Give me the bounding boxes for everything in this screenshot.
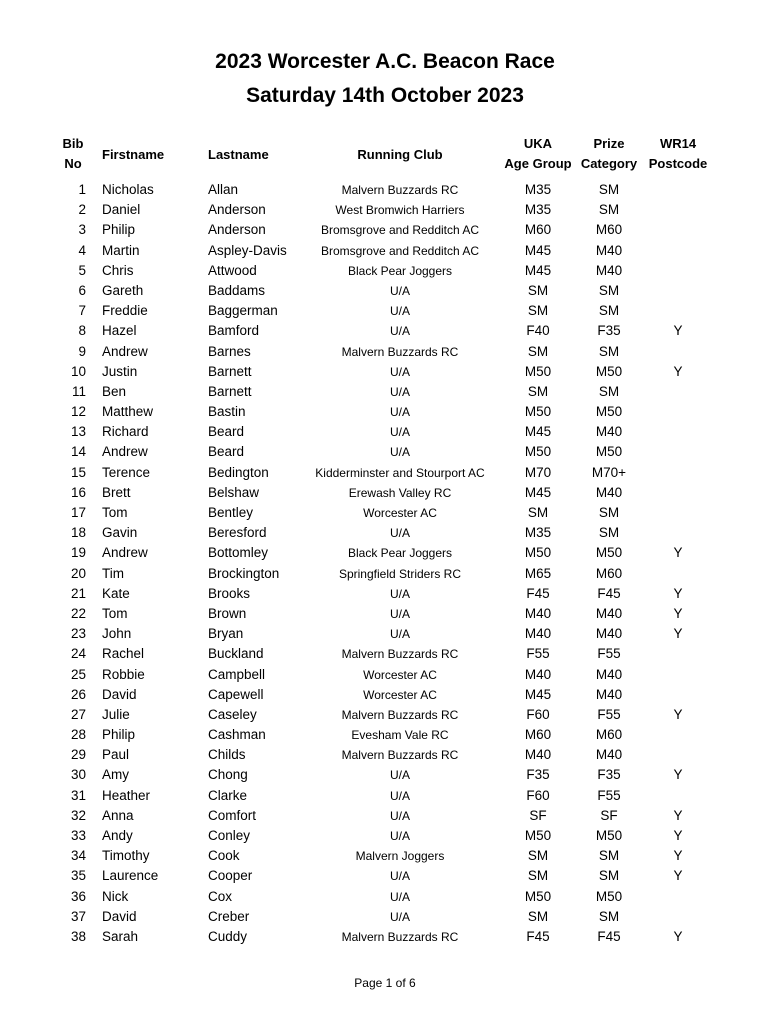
cell-lastname: Attwood [208, 262, 257, 278]
cell-running-club: Malvern Buzzards RC [341, 929, 459, 944]
cell-running-club: U/A [389, 627, 410, 642]
cell-firstname: Gareth [102, 282, 144, 298]
cell-lastname: Caseley [208, 706, 257, 722]
cell-running-club: Malvern Buzzards RC [341, 647, 459, 662]
cell-firstname: Richard [102, 424, 149, 440]
cell-age-group: M45 [524, 686, 552, 702]
header-lastname: Lastname [208, 147, 269, 162]
cell-bib: 12 [70, 404, 86, 420]
table-row [0, 826, 770, 846]
cell-lastname: Buckland [208, 646, 264, 662]
cell-firstname: Timothy [102, 848, 150, 864]
cell-bib: 4 [78, 242, 86, 258]
table-row [0, 442, 770, 462]
cell-firstname: Tom [102, 605, 128, 621]
cell-running-club: West Bromwich Harriers [335, 203, 465, 218]
cell-lastname: Cuddy [208, 928, 248, 944]
cell-running-club: Evesham Vale RC [351, 728, 449, 743]
cell-bib: 2 [78, 202, 86, 218]
table-row [0, 705, 770, 725]
header-bib-no: Bib No [62, 136, 84, 171]
cell-firstname: John [102, 626, 132, 642]
cell-firstname: David [102, 686, 137, 702]
cell-age-group: M50 [524, 444, 552, 460]
cell-age-group: SM [527, 908, 549, 924]
cell-running-club: Worcester AC [363, 687, 437, 702]
cell-age-group: M50 [524, 888, 552, 904]
table-row [0, 887, 770, 907]
table-row [0, 907, 770, 927]
cell-age-group: SM [527, 383, 549, 399]
cell-age-group: M45 [524, 242, 552, 258]
table-row [0, 463, 770, 483]
cell-running-club: U/A [389, 405, 410, 420]
cell-wr14-postcode: Y [673, 706, 683, 722]
header-uka-age-group: UKA Age Group [504, 136, 572, 171]
cell-bib: 14 [70, 444, 86, 460]
cell-firstname: Hazel [102, 323, 137, 339]
cell-lastname: Bamford [208, 323, 260, 339]
cell-prize-category: M40 [595, 605, 623, 621]
cell-firstname: Brett [102, 484, 131, 500]
cell-wr14-postcode: Y [673, 767, 683, 783]
cell-lastname: Brown [208, 605, 247, 621]
cell-age-group: F45 [526, 928, 550, 944]
cell-bib: 22 [70, 605, 86, 621]
cell-bib: 25 [70, 666, 86, 682]
cell-age-group: M50 [524, 828, 552, 843]
cell-lastname: Barnett [208, 363, 252, 379]
cell-lastname: Barnes [208, 343, 251, 359]
cell-wr14-postcode: Y [673, 626, 683, 642]
cell-bib: 23 [70, 626, 86, 642]
cell-lastname: Bastin [208, 404, 246, 420]
cell-firstname: Paul [102, 747, 130, 763]
cell-lastname: Anderson [208, 222, 266, 238]
table-row [0, 725, 770, 745]
cell-firstname: Tim [102, 565, 124, 581]
table-row [0, 765, 770, 785]
table-row [0, 846, 770, 866]
cell-running-club: Malvern Buzzards RC [341, 344, 459, 359]
cell-age-group: SM [527, 282, 549, 298]
header-prize-category: Prize Category [580, 136, 638, 171]
cell-age-group: SM [527, 505, 549, 520]
cell-firstname: Heather [102, 787, 151, 803]
cell-lastname: Aspley-Davis [208, 242, 287, 258]
cell-prize-category: SM [598, 303, 620, 319]
table-row [0, 786, 770, 806]
cell-firstname: Chris [102, 262, 134, 278]
table-row [0, 200, 770, 220]
cell-wr14-postcode: Y [673, 585, 683, 601]
cell-age-group: M70 [524, 464, 552, 480]
cell-running-club: U/A [389, 909, 410, 924]
cell-wr14-postcode: Y [673, 868, 683, 884]
table-row [0, 665, 770, 685]
table-row [0, 362, 770, 382]
cell-lastname: Baggerman [208, 303, 278, 319]
cell-prize-category: M50 [595, 828, 623, 843]
cell-age-group: SF [529, 807, 547, 823]
cell-lastname: Allan [208, 182, 239, 197]
cell-bib: 20 [70, 565, 86, 581]
table-row [0, 543, 770, 563]
cell-lastname: Beard [208, 444, 245, 460]
cell-bib: 24 [70, 646, 86, 662]
cell-lastname: Childs [208, 747, 246, 763]
table-row [0, 866, 770, 886]
cell-running-club: U/A [389, 889, 410, 904]
cell-prize-category: SM [598, 908, 620, 924]
table-row [0, 301, 770, 321]
table-row [0, 281, 770, 301]
cell-bib: 29 [70, 747, 86, 763]
cell-firstname: Andrew [102, 444, 148, 460]
cell-lastname: Bryan [208, 626, 244, 642]
table-row [0, 564, 770, 584]
cell-age-group: M40 [524, 747, 552, 763]
table-row [0, 604, 770, 624]
cell-age-group: M45 [524, 424, 552, 440]
cell-firstname: Laurence [102, 868, 159, 884]
cell-firstname: Matthew [102, 404, 154, 420]
cell-prize-category: M40 [595, 686, 623, 702]
cell-firstname: Justin [102, 363, 138, 379]
cell-lastname: Bedington [208, 464, 269, 480]
table-row [0, 321, 770, 341]
cell-age-group: F55 [526, 646, 550, 662]
cell-bib: 3 [78, 222, 86, 238]
page-footer: Page 1 of 6 [354, 976, 416, 990]
cell-bib: 13 [70, 424, 86, 440]
cell-firstname: Martin [102, 242, 140, 258]
cell-running-club: U/A [389, 869, 410, 884]
cell-wr14-postcode: Y [673, 605, 683, 621]
cell-bib: 32 [70, 807, 86, 823]
cell-age-group: F60 [526, 706, 550, 722]
cell-bib: 16 [70, 484, 86, 500]
cell-running-club: Worcester AC [363, 667, 437, 682]
table-row [0, 422, 770, 442]
cell-bib: 17 [70, 505, 86, 520]
cell-wr14-postcode: Y [673, 363, 683, 379]
cell-bib: 37 [70, 908, 86, 924]
cell-lastname: Capewell [208, 686, 264, 702]
cell-firstname: Daniel [102, 202, 141, 218]
cell-lastname: Bottomley [208, 545, 269, 561]
cell-age-group: M50 [524, 363, 552, 379]
table-row [0, 644, 770, 664]
cell-age-group: SM [527, 868, 549, 884]
cell-age-group: M35 [524, 182, 552, 197]
cell-running-club: Black Pear Joggers [347, 546, 453, 561]
cell-firstname: Philip [102, 727, 136, 743]
cell-bib: 1 [78, 182, 86, 197]
cell-age-group: F45 [526, 585, 550, 601]
cell-prize-category: M40 [595, 666, 623, 682]
cell-age-group: M35 [524, 202, 552, 218]
cell-wr14-postcode: Y [673, 848, 683, 864]
cell-bib: 19 [70, 545, 86, 561]
cell-prize-category: F45 [597, 585, 621, 601]
cell-wr14-postcode: Y [673, 323, 683, 339]
cell-running-club: U/A [389, 768, 410, 783]
table-row [0, 241, 770, 261]
header-running-club: Running Club [357, 147, 443, 162]
cell-prize-category: M40 [595, 424, 623, 440]
cell-age-group: M45 [524, 484, 552, 500]
cell-prize-category: SM [598, 282, 620, 298]
cell-prize-category: F45 [597, 928, 621, 944]
cell-prize-category: SM [598, 525, 620, 541]
table-row [0, 745, 770, 765]
cell-running-club: Black Pear Joggers [347, 263, 453, 278]
table-row [0, 806, 770, 826]
cell-firstname: Philip [102, 222, 136, 238]
cell-running-club: U/A [389, 829, 410, 843]
cell-prize-category: M40 [595, 626, 623, 642]
cell-age-group: M60 [524, 222, 552, 238]
cell-bib: 28 [70, 727, 86, 743]
cell-prize-category: M40 [595, 242, 623, 258]
cell-running-club: U/A [389, 606, 410, 621]
cell-prize-category: M50 [595, 444, 623, 460]
cell-bib: 34 [70, 848, 86, 864]
cell-bib: 15 [70, 464, 86, 480]
cell-running-club: Bromsgrove and Redditch AC [320, 243, 480, 258]
cell-lastname: Conley [208, 828, 251, 843]
cell-wr14-postcode: Y [673, 828, 683, 843]
cell-prize-category: M40 [595, 484, 623, 500]
cell-prize-category: M50 [595, 363, 623, 379]
cell-prize-category: M70+ [591, 464, 627, 480]
cell-prize-category: M60 [595, 727, 623, 743]
cell-prize-category: F55 [597, 706, 621, 722]
cell-firstname: Andrew [102, 343, 148, 359]
cell-bib: 5 [78, 262, 86, 278]
table-row [0, 342, 770, 362]
cell-bib: 35 [70, 868, 86, 884]
cell-bib: 31 [70, 787, 86, 803]
cell-bib: 10 [70, 363, 86, 379]
cell-running-club: U/A [389, 304, 410, 319]
cell-bib: 21 [70, 585, 86, 601]
cell-running-club: Bromsgrove and Redditch AC [320, 223, 480, 238]
cell-age-group: F35 [526, 767, 550, 783]
cell-lastname: Cashman [208, 727, 266, 743]
cell-firstname: Andrew [102, 545, 148, 561]
cell-firstname: Robbie [102, 666, 145, 682]
cell-firstname: Nick [102, 888, 129, 904]
cell-age-group: M45 [524, 262, 552, 278]
cell-running-club: U/A [389, 425, 410, 440]
header-wr14-postcode: WR14 Postcode [648, 136, 708, 171]
cell-age-group: M60 [524, 727, 552, 743]
cell-running-club: U/A [389, 788, 410, 803]
cell-lastname: Anderson [208, 202, 266, 218]
cell-running-club: Worcester AC [363, 506, 437, 520]
cell-firstname: Kate [102, 585, 130, 601]
cell-running-club: Malvern Buzzards RC [341, 707, 459, 722]
cell-running-club: U/A [389, 384, 410, 399]
cell-prize-category: M50 [595, 545, 623, 561]
table-row [0, 261, 770, 281]
cell-prize-category: SM [598, 202, 620, 218]
cell-bib: 18 [70, 525, 86, 541]
table-row [0, 624, 770, 644]
cell-prize-category: M60 [595, 222, 623, 238]
cell-prize-category: M40 [595, 747, 623, 763]
cell-age-group: F40 [526, 323, 550, 339]
cell-firstname: Ben [102, 383, 127, 399]
table-row [0, 523, 770, 543]
cell-prize-category: F35 [597, 323, 621, 339]
cell-running-club: U/A [389, 808, 410, 823]
cell-prize-category: SM [598, 868, 620, 884]
page-subtitle-date: Saturday 14th October 2023 [246, 84, 524, 107]
cell-bib: 7 [78, 303, 86, 319]
cell-bib: 8 [78, 323, 86, 339]
table-row [0, 382, 770, 402]
cell-running-club: U/A [389, 364, 410, 379]
header-firstname: Firstname [102, 147, 165, 162]
cell-wr14-postcode: Y [673, 928, 683, 944]
cell-lastname: Cox [208, 888, 233, 904]
cell-firstname: Julie [102, 706, 130, 722]
cell-lastname: Beard [208, 424, 245, 440]
cell-age-group: M50 [524, 404, 552, 420]
cell-running-club: U/A [389, 283, 410, 298]
table-row [0, 180, 770, 200]
cell-firstname: Gavin [102, 525, 138, 541]
cell-prize-category: SM [598, 343, 620, 359]
table-row [0, 503, 770, 523]
cell-firstname: Terence [102, 464, 151, 480]
cell-bib: 26 [70, 686, 86, 702]
cell-lastname: Cook [208, 848, 240, 864]
cell-prize-category: M50 [595, 404, 623, 420]
cell-lastname: Bentley [208, 505, 254, 520]
cell-lastname: Chong [208, 767, 248, 783]
cell-running-club: Kidderminster and Stourport AC [315, 465, 485, 480]
cell-firstname: Sarah [102, 928, 139, 944]
table-row [0, 402, 770, 422]
cell-running-club: U/A [389, 324, 410, 339]
cell-lastname: Brockington [208, 565, 280, 581]
cell-age-group: M50 [524, 545, 552, 561]
cell-prize-category: SM [598, 182, 620, 197]
table-row [0, 685, 770, 705]
cell-lastname: Beresford [208, 525, 267, 541]
cell-age-group: M65 [524, 565, 552, 581]
cell-running-club: U/A [389, 526, 410, 541]
cell-age-group: M35 [524, 525, 552, 541]
cell-firstname: Nicholas [102, 182, 154, 197]
cell-running-club: Springfield Striders RC [338, 566, 462, 581]
cell-bib: 9 [78, 343, 86, 359]
cell-bib: 27 [70, 706, 86, 722]
cell-bib: 36 [70, 888, 86, 904]
cell-age-group: M40 [524, 605, 552, 621]
cell-lastname: Campbell [208, 666, 266, 682]
cell-age-group: SM [527, 343, 549, 359]
cell-lastname: Brooks [208, 585, 251, 601]
cell-age-group: M40 [524, 666, 552, 682]
cell-running-club: U/A [389, 586, 410, 601]
cell-firstname: Rachel [102, 646, 145, 662]
cell-running-club: Malvern Buzzards RC [341, 183, 459, 197]
cell-wr14-postcode: Y [673, 545, 683, 561]
page-title: 2023 Worcester A.C. Beacon Race [215, 50, 555, 73]
cell-bib: 11 [71, 383, 86, 399]
cell-prize-category: M40 [595, 262, 623, 278]
cell-lastname: Barnett [208, 383, 252, 399]
cell-firstname: David [102, 908, 137, 924]
table-row [0, 483, 770, 503]
cell-firstname: Amy [102, 767, 129, 783]
table-row [0, 584, 770, 604]
entrants-table [0, 180, 770, 947]
cell-age-group: SM [527, 303, 549, 319]
cell-prize-category: SF [600, 807, 618, 823]
cell-firstname: Anna [102, 807, 134, 823]
cell-wr14-postcode: Y [673, 807, 683, 823]
cell-firstname: Andy [102, 828, 133, 843]
cell-running-club: U/A [389, 445, 410, 460]
cell-firstname: Tom [102, 505, 128, 520]
cell-running-club: Malvern Buzzards RC [341, 748, 459, 763]
cell-prize-category: M60 [595, 565, 623, 581]
cell-lastname: Cooper [208, 868, 253, 884]
cell-prize-category: SM [598, 383, 620, 399]
cell-age-group: F60 [526, 787, 550, 803]
table-row [0, 220, 770, 240]
cell-prize-category: SM [598, 848, 620, 864]
cell-firstname: Freddie [102, 303, 148, 319]
cell-lastname: Clarke [208, 787, 248, 803]
cell-bib: 38 [70, 928, 86, 944]
cell-bib: 30 [70, 767, 86, 783]
cell-lastname: Comfort [208, 807, 257, 823]
cell-lastname: Creber [208, 908, 250, 924]
cell-lastname: Belshaw [208, 484, 260, 500]
cell-running-club: Erewash Valley RC [348, 485, 452, 500]
cell-age-group: M40 [524, 626, 552, 642]
cell-lastname: Baddams [208, 282, 266, 298]
cell-running-club: Malvern Joggers [355, 849, 445, 864]
table-row [0, 927, 770, 947]
cell-prize-category: SM [598, 505, 620, 520]
cell-prize-category: F55 [597, 646, 621, 662]
cell-prize-category: F35 [597, 767, 621, 783]
cell-prize-category: F55 [597, 787, 621, 803]
cell-bib: 33 [70, 828, 86, 843]
cell-prize-category: M50 [595, 888, 623, 904]
cell-age-group: SM [527, 848, 549, 864]
cell-bib: 6 [78, 282, 86, 298]
